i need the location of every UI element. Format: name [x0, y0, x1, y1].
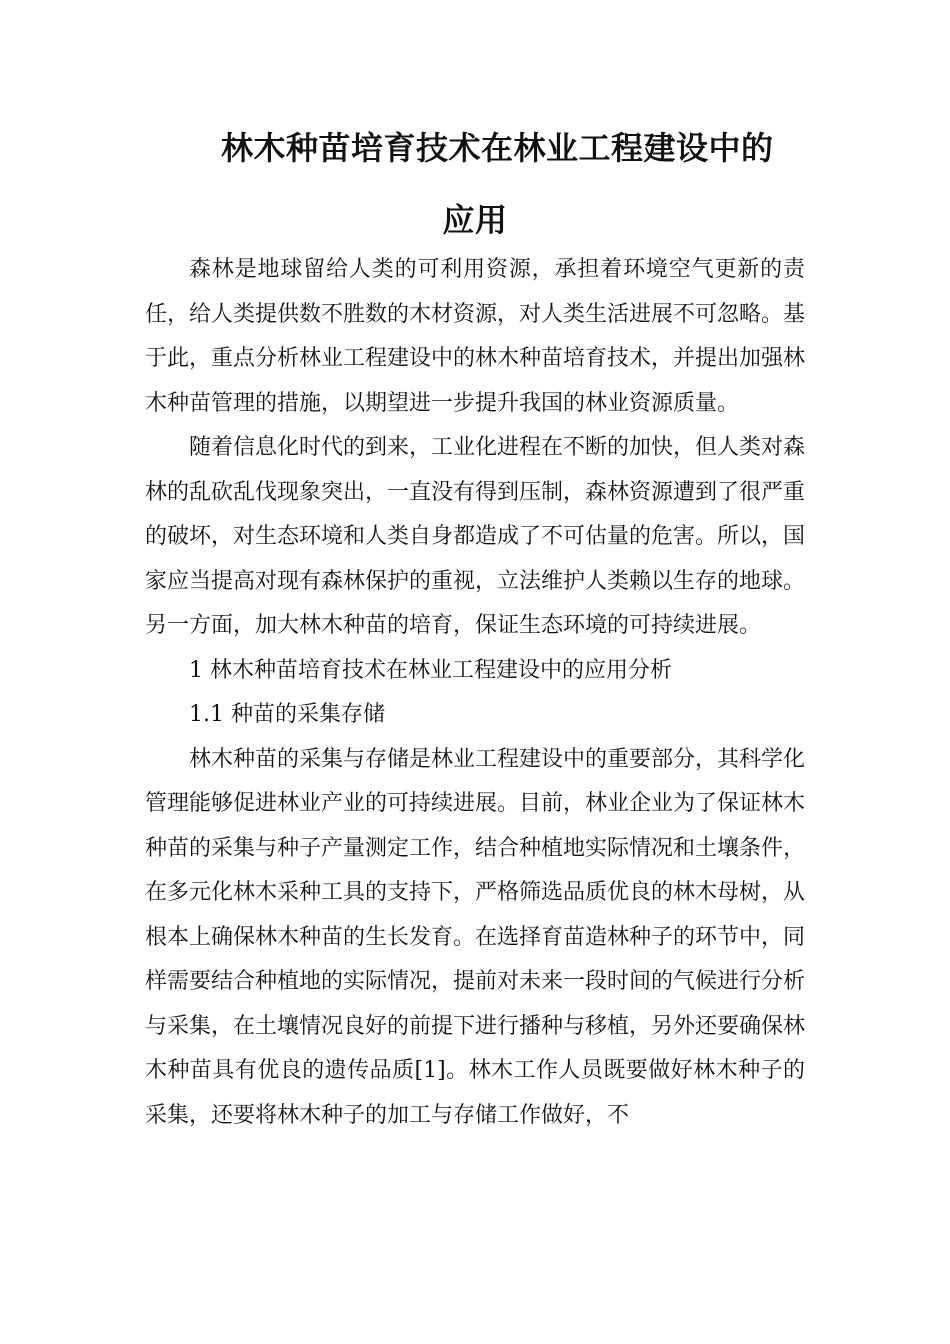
title-line-1: 林木种苗培育技术在林业工程建设中的 [221, 129, 774, 167]
subsection-heading: 1.1 种苗的采集存储 [189, 702, 385, 727]
paragraph-intro: 森林是地球留给人类的可利用资源，承担着环境空气更新的责任，给人类提供数不胜数的木材资源，对人类生活进展不可忽略。基于此，重点分析林业工程建设中的林木种苗培育技术，并提出加强林木种苗管理的措施，以期望进一步提升我国的林业资源质量。 [145, 257, 806, 416]
paragraph-background: 随着信息化时代的到来，工业化进程在不断的加快，但人类对森林的乱砍乱伐现象突出，一直没有得到压制，森林资源遭到了很严重的破坏，对生态环境和人类自身都造成了不可估量的危害。所以，国家应当提高对现有森林保护的重视，立法维护人类赖以生存的地球。另一方面，加大林木种苗的培育，保证生态环境的可持续进展。 [145, 435, 806, 638]
title-line-2: 应用 [442, 201, 508, 239]
section-heading: 1 林木种苗培育技术在林业工程建设中的应用分析 [189, 657, 672, 683]
document-body [145, 248, 805, 1138]
document-title [145, 112, 805, 256]
paragraph-seed-collection: 林木种苗的采集与存储是林业工程建设中的重要部分，其科学化管理能够促进林业产业的可持续进展。目前，林业企业为了保证林木种苗的采集与种子产量测定工作，结合种植地实际情况和土壤条件，在多元化林木采种工具的支持下，严格筛选品质优良的林木母树，从根本上确保林木种苗的生长发育。在选择育苗造林种子的环节中，同样需要结合种植地的实际情况，提前对未来一段时间的气候进行分析与采集，在土壤情况良好的前提下进行播种与移植，另外还要确保林木种苗具有优良的遗传品质[1]。林木工作人员既要做好林木种子的采集，还要将林木种子的加工与存储工作做好，不 [145, 746, 806, 1128]
